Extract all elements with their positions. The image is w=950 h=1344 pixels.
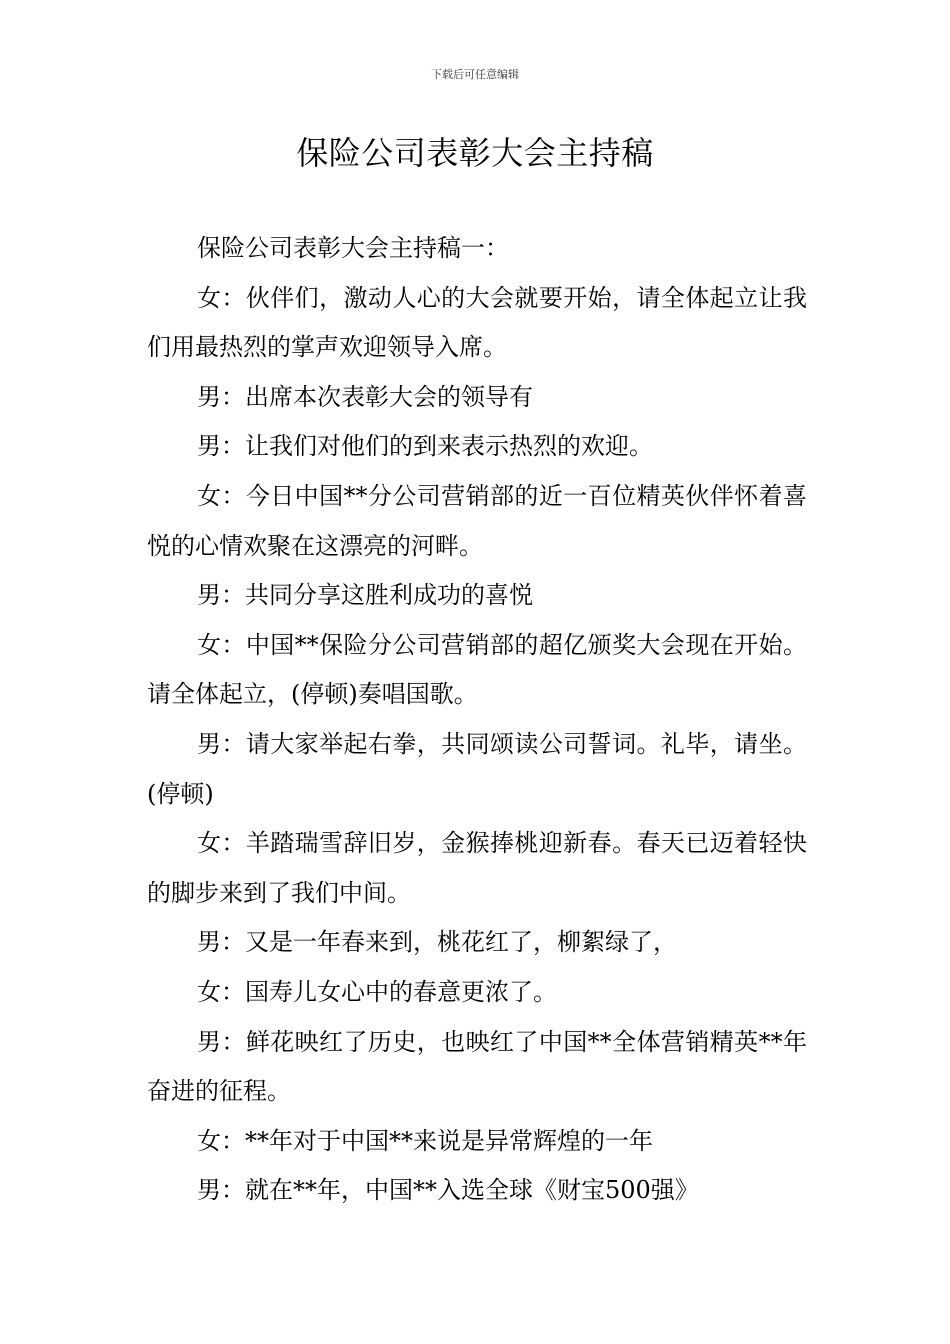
paragraph: 男：就在**年，中国**入选全球《财宝500强》 [197,1176,699,1205]
paragraph: 男：鲜花映红了历史，也映红了中国**全体营销精英**年奋进的征程。 [147,1027,807,1106]
paragraph: 女：羊踏瑞雪辞旧岁，金猴捧桃迎新春。春天已迈着轻快的脚步来到了我们中间。 [147,829,807,907]
paragraph: 女：伙伴们，激动人心的大会就要开始，请全体起立让我们用最热烈的掌声欢迎领导入席。 [147,283,807,362]
paragraph: 保险公司表彰大会主持稿一： [197,234,509,262]
document-body [147,224,807,1216]
paragraph: 女：国寿儿女心中的春意更浓了。 [197,977,557,1006]
header-note: 下载后可任意编辑 [431,68,519,81]
paragraph: 男：请大家举起右拳，共同颂读公司誓词。礼毕，请坐。(停顿) [147,729,807,808]
paragraph: 女：今日中国**分公司营销部的近一百位精英伙伴怀着喜悦的心情欢聚在这漂亮的河畔。 [147,481,807,560]
paragraph: 男：共同分享这胜利成功的喜悦 [197,581,533,610]
paragraph: 女：中国**保险分公司营销部的超亿颁奖大会现在开始。请全体起立，(停顿)奏唱国歌。 [147,630,807,709]
paragraph: 男：又是一年春来到，桃花红了，柳絮绿了， [197,928,677,957]
paragraph: 女：**年对于中国**来说是异常辉煌的一年 [197,1126,653,1155]
document-title: 保险公司表彰大会主持稿 [296,134,654,172]
paragraph: 男：出席本次表彰大会的领导有 [197,382,533,411]
paragraph: 男：让我们对他们的到来表示热烈的欢迎。 [197,432,653,461]
